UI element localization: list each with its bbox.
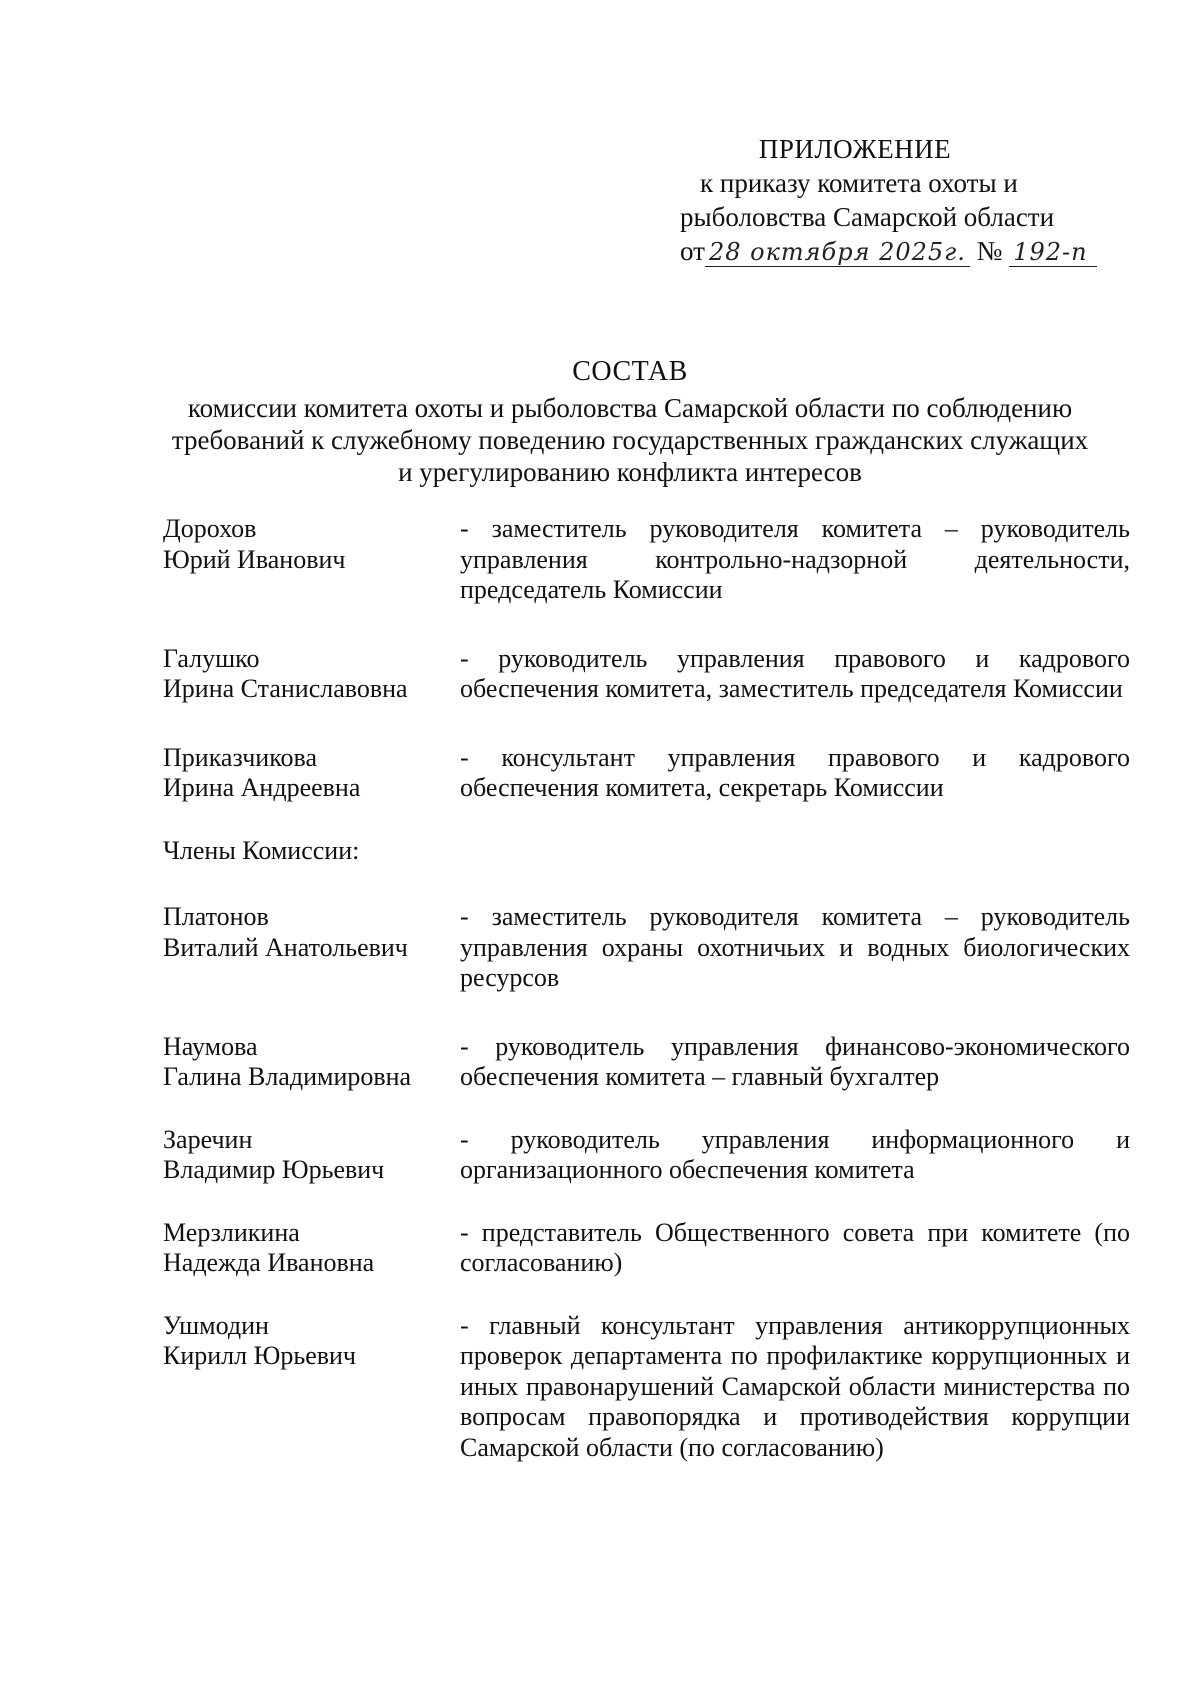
- member-surname: Приказчикова: [163, 742, 317, 772]
- member-name: [163, 644, 460, 705]
- member-role: - руководитель управления информационного и организационного обеспечения комитета: [460, 1124, 1130, 1184]
- member-given-name: Виталий Анатольевич: [163, 932, 408, 962]
- composition-heading: [150, 356, 1110, 488]
- heading-line-3: и урегулированию конфликта интересов: [398, 457, 862, 487]
- member-surname: Мерзликина: [163, 1217, 300, 1247]
- member-surname: Платонов: [163, 902, 269, 931]
- member-row: [163, 743, 1143, 804]
- member-role: - руководитель управления финансово-экономического обеспечения комитета – главный бухгалтер: [460, 1031, 1130, 1091]
- member-given-name: Кирилл Юрьевич: [163, 1341, 357, 1370]
- member-row: [163, 1311, 1143, 1464]
- member-row: [163, 902, 1143, 994]
- member-role: - заместитель руководителя комитета – руководитель управления охраны охотничьих и водных биологических ресурсов: [460, 902, 1130, 992]
- member-row: [163, 644, 1143, 705]
- composition-title: СОСТАВ: [572, 356, 688, 387]
- member-row: [163, 514, 1143, 606]
- member-role: - консультант управления правового и кадрового обеспечения комитета, секретарь Комиссии: [460, 742, 1130, 802]
- commission-members: [163, 514, 1143, 1463]
- handwritten-number: 192-п: [1009, 238, 1097, 267]
- member-given-name: Юрий Иванович: [163, 544, 346, 574]
- member-name: [163, 1311, 460, 1372]
- member-surname: Галушко: [163, 643, 260, 673]
- number-label: №: [976, 236, 1003, 266]
- heading-line-2: требований к служебному поведению государственных гражданских служащих: [171, 425, 1089, 455]
- member-role: - главный консультант управления антикоррупционных проверок департамента по профилактике коррупционных и иных правонарушений Самарской области министерства по вопросам правопорядка и противодействия коррупции Самарской области (по согласованию): [460, 1310, 1130, 1462]
- appendix-order-line: [660, 234, 1140, 268]
- appendix-line-1: к приказу комитета охоты и: [700, 168, 1018, 198]
- member-name: [163, 1032, 460, 1093]
- member-role: - представитель Общественного совета при комитете (по согласованию): [460, 1217, 1130, 1277]
- member-given-name: Владимир Юрьевич: [163, 1155, 385, 1184]
- member-surname: Ушмодин: [163, 1310, 269, 1340]
- member-row: [163, 1125, 1143, 1186]
- members-label: Члены Комиссии:: [163, 835, 360, 865]
- appendix-header: [660, 132, 1140, 268]
- member-surname: Дорохов: [163, 514, 257, 543]
- member-role: - заместитель руководителя комитета – руководитель управления контрольно-надзорной деятельности, председатель Комиссии: [460, 514, 1130, 604]
- member-surname: Наумова: [163, 1031, 258, 1061]
- member-given-name: Ирина Андреевна: [163, 773, 361, 802]
- member-name: [163, 743, 460, 804]
- member-row: [163, 1218, 1143, 1279]
- member-name: [163, 1125, 460, 1186]
- appendix-title: ПРИЛОЖЕНИЕ: [758, 134, 952, 164]
- member-name: [163, 902, 460, 963]
- member-role: - руководитель управления правового и кадрового обеспечения комитета, заместитель председателя Комиссии: [460, 643, 1130, 703]
- handwritten-date: 28 октября 2025г.: [705, 238, 970, 267]
- appendix-line-2: рыболовства Самарской области: [680, 202, 1055, 232]
- member-name: [163, 514, 460, 575]
- member-surname: Заречин: [163, 1124, 253, 1154]
- member-row: [163, 1032, 1143, 1093]
- member-name: [163, 1218, 460, 1279]
- member-given-name: Надежда Ивановна: [163, 1248, 375, 1277]
- member-given-name: Галина Владимировна: [163, 1062, 412, 1091]
- from-label: от: [680, 236, 705, 266]
- member-given-name: Ирина Станиславовна: [163, 674, 408, 703]
- heading-line-1: комиссии комитета охоты и рыболовства Самарской области по соблюдению: [187, 393, 1073, 423]
